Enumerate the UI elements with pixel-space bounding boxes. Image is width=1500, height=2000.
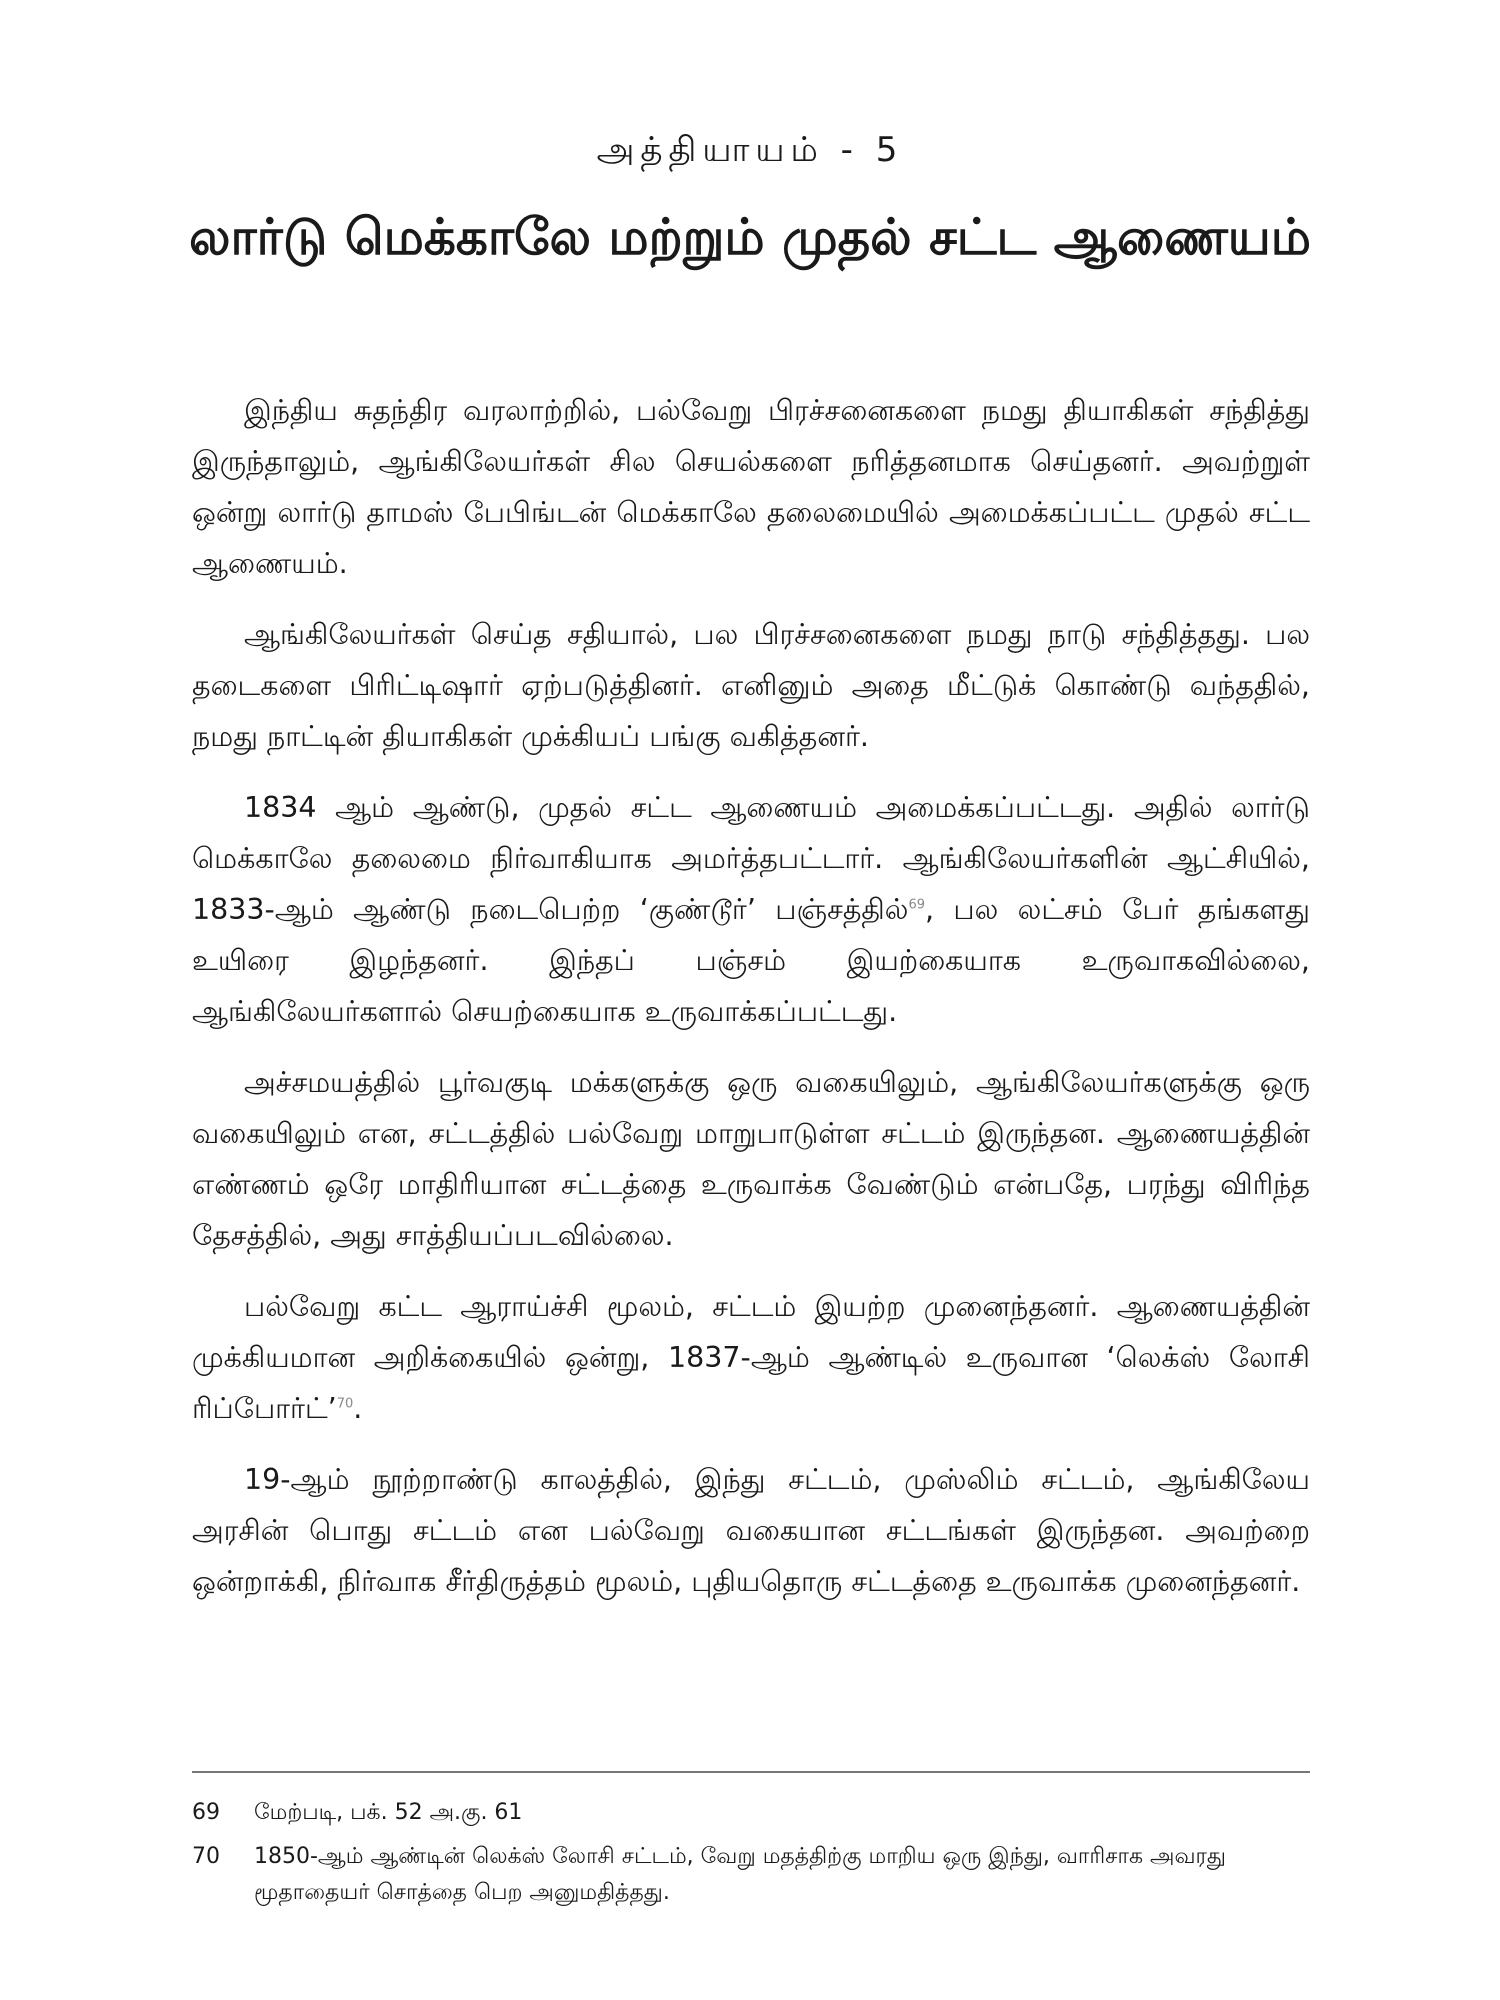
paragraph-2: ஆங்கிலேயர்கள் செய்த சதியால், பல பிரச்சனைகளை நமது நாடு சந்தித்தது. பல தடைகளை பிரிட்டிஷார் ஏற்படுத்தினர். எனினும் அதை மீட்டுக் கொண்டு வந்ததில், நமது நாட்டின் தியாகிகள் முக்கியப் பங்கு வகித்தனர். [192, 618, 1310, 753]
paragraph-1: இந்திய சுதந்திர வரலாற்றில், பல்வேறு பிரச்சனைகளை நமது தியாகிகள் சந்தித்து இருந்தாலும், ஆங்கிலேயர்கள் சில செயல்களை நரித்தனமாக செய்தனர். அவற்றுள் ஒன்று லார்டு தாமஸ் பேபிங்டன் மெக்காலே தலைமையில் அமைக்கப்பட்ட முதல் சட்ட ஆணையம். [192, 394, 1310, 580]
paragraph-5-text-after: . [353, 1392, 363, 1425]
chapter-title: லார்டு மெக்காலே மற்றும் முதல் சட்ட ஆணையம் [188, 208, 1312, 266]
footnote-text: 1850-ஆம் ஆண்டின் லெக்ஸ் லோசி சட்டம், வேறு மதத்திற்கு மாறிய ஒரு இந்து, வாரிசாக அவரது மூதாதையர் சொத்தை பெற அனுமதித்தது. [254, 1844, 1226, 1905]
footnote-ref-70: 70 [336, 1396, 354, 1412]
footnote-70 [192, 1839, 1310, 1911]
paragraph-3-text-after: , பல லட்சம் பேர் தங்களது உயிரை இழந்தனர். இந்தப் பஞ்சம் இயற்கையாக உருவாகவில்லை, ஆங்கிலேயர்களால் செயற்கையாக உருவாக்கப்பட்டது. [192, 893, 1310, 1028]
paragraph-5-text-before: பல்வேறு கட்ட ஆராய்ச்சி மூலம், சட்டம் இயற்ற முனைந்தனர். ஆணையத்தின் முக்கியமான அறிக்கையில் ஒன்று, 1837-ஆம் ஆண்டில் உருவான ‘லெக்ஸ் லோசி ரிப்போர்ட்’ [192, 1290, 1310, 1425]
paragraph-6: 19-ஆம் நூற்றாண்டு காலத்தில், இந்து சட்டம், முஸ்லிம் சட்டம், ஆங்கிலேய அரசின் பொது சட்டம் என பல்வேறு வகையான சட்டங்கள் இருந்தன. அவற்றை ஒன்றாக்கி, நிர்வாக சீர்திருத்தம் மூலம், புதியதொரு சட்டத்தை உருவாக்க முனைந்தனர். [192, 1463, 1310, 1598]
footnote-divider [192, 1771, 1310, 1773]
paragraph-4: அச்சமயத்தில் பூர்வகுடி மக்களுக்கு ஒரு வகையிலும், ஆங்கிலேயர்களுக்கு ஒரு வகையிலும் என, சட்டத்தில் பல்வேறு மாறுபாடுள்ள சட்டம் இருந்தன. ஆணையத்தின் எண்ணம் ஒரே மாதிரியான சட்டத்தை உருவாக்க வேண்டும் என்பதே, பரந்து விரிந்த தேசத்தில், அது சாத்தியப்படவில்லை. [192, 1066, 1310, 1252]
footnote-text: மேற்படி, பக். 52 அ.கு. 61 [254, 1800, 523, 1825]
footnote-number: 69 [192, 1800, 220, 1825]
paragraph-5 [192, 1281, 1310, 1434]
footnotes [192, 1795, 1310, 1919]
paragraph-3-text-before: 1834 ஆம் ஆண்டு, முதல் சட்ட ஆணையம் அமைக்கப்பட்டது. அதில் லார்டு மெக்காலே தலைமை நிர்வாகியாக அமர்த்தபட்டார். ஆங்கிலேயர்களின் ஆட்சியில், 1833-ஆம் ஆண்டு நடைபெற்ற ‘குண்டூர்’ பஞ்சத்தில் [192, 791, 1310, 926]
body-text [192, 385, 1310, 1627]
footnote-69 [192, 1795, 1310, 1831]
paragraph-3 [192, 782, 1310, 1037]
footnote-ref-69: 69 [908, 897, 925, 913]
footnote-number: 70 [192, 1844, 220, 1869]
chapter-label: அத்தியாயம் - 5 [596, 130, 904, 170]
